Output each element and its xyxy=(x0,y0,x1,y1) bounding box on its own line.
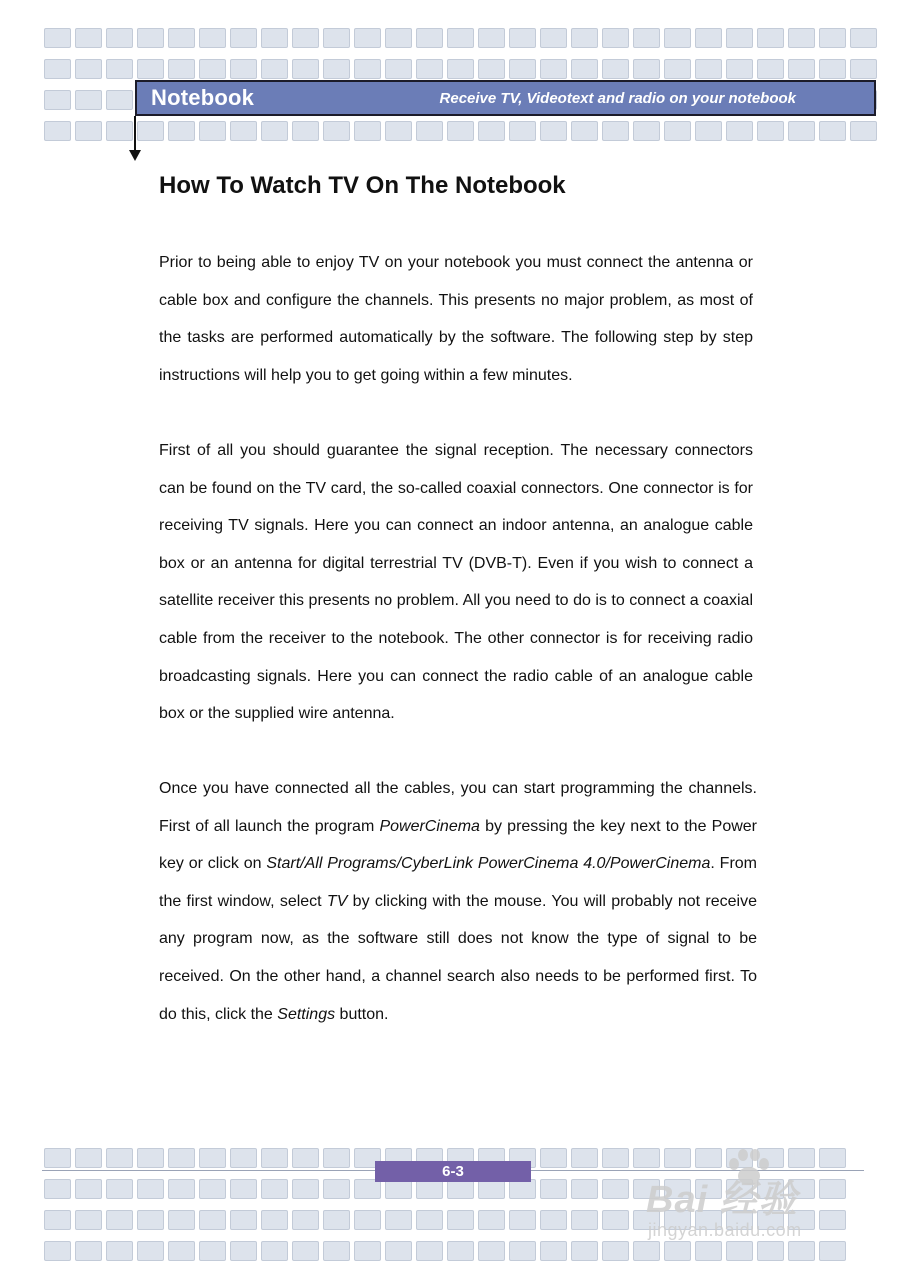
tile xyxy=(447,28,474,48)
tile xyxy=(416,1210,443,1230)
tile xyxy=(540,28,567,48)
tile xyxy=(75,28,102,48)
tile xyxy=(292,1179,319,1199)
tile xyxy=(261,28,288,48)
tile xyxy=(323,1210,350,1230)
tile xyxy=(292,59,319,79)
watermark-brand: Bai 经验 xyxy=(646,1179,798,1221)
tile xyxy=(757,28,784,48)
tile xyxy=(106,59,133,79)
tile xyxy=(633,28,660,48)
tile xyxy=(230,1179,257,1199)
tile xyxy=(664,59,691,79)
tile xyxy=(137,121,164,141)
tv-option: TV xyxy=(326,892,348,910)
header-bar xyxy=(135,80,876,116)
tile xyxy=(416,1179,443,1199)
tile xyxy=(788,121,815,141)
tile xyxy=(44,1179,71,1199)
tile xyxy=(850,59,877,79)
tile xyxy=(199,1148,226,1168)
text-segment: Once you have connected all the cables, you can start programming the channels. First of all launch the program xyxy=(159,780,757,835)
tile xyxy=(199,1179,226,1199)
tile xyxy=(509,1210,536,1230)
tile xyxy=(633,59,660,79)
tile xyxy=(788,28,815,48)
tile xyxy=(230,28,257,48)
tile xyxy=(44,90,71,110)
tile xyxy=(168,59,195,79)
tile xyxy=(199,28,226,48)
tile xyxy=(292,1210,319,1230)
tile xyxy=(726,59,753,79)
tile xyxy=(323,1241,350,1261)
tile xyxy=(292,1241,319,1261)
tile xyxy=(447,1241,474,1261)
tile xyxy=(478,1210,505,1230)
tile xyxy=(385,121,412,141)
tile xyxy=(509,121,536,141)
tile xyxy=(106,1241,133,1261)
tile xyxy=(664,28,691,48)
tile xyxy=(292,28,319,48)
tile xyxy=(509,28,536,48)
tile xyxy=(819,59,846,79)
page-title: How To Watch TV On The Notebook xyxy=(159,172,566,199)
tile xyxy=(509,1179,536,1199)
tile xyxy=(385,28,412,48)
tile xyxy=(44,59,71,79)
tile xyxy=(602,28,629,48)
tile xyxy=(323,59,350,79)
tile xyxy=(757,121,784,141)
tile xyxy=(602,1179,629,1199)
tile xyxy=(106,1210,133,1230)
tile xyxy=(602,1148,629,1168)
tile xyxy=(478,59,505,79)
tile xyxy=(478,1241,505,1261)
tile xyxy=(230,1148,257,1168)
tile xyxy=(75,1179,102,1199)
tile xyxy=(106,1179,133,1199)
tile xyxy=(571,1241,598,1261)
tile xyxy=(354,1241,381,1261)
header-chapter-title: Receive TV, Videotext and radio on your notebook xyxy=(439,89,796,107)
tile xyxy=(137,1210,164,1230)
tile xyxy=(199,1241,226,1261)
paragraph-intro: Prior to being able to enjoy TV on your notebook you must connect the antenna or cable box and configure the channels. This presents no major problem, as most of the tasks are performed automatically by the software. The following step by step instructions will help you to get going within a few minutes. xyxy=(159,254,753,384)
tile xyxy=(447,1179,474,1199)
tile xyxy=(75,121,102,141)
tile xyxy=(571,121,598,141)
tile xyxy=(261,59,288,79)
tile xyxy=(354,1210,381,1230)
tile xyxy=(571,59,598,79)
tile xyxy=(106,28,133,48)
tile xyxy=(416,1241,443,1261)
menu-path: Start/All Programs/CyberLink PowerCinema 4.0/PowerCinema xyxy=(266,855,711,873)
tile xyxy=(819,121,846,141)
paragraph-programming-channels xyxy=(159,770,757,1033)
tile xyxy=(788,59,815,79)
tile xyxy=(106,121,133,141)
tile xyxy=(230,1210,257,1230)
tile xyxy=(75,59,102,79)
tile xyxy=(354,1179,381,1199)
tile xyxy=(199,59,226,79)
tile xyxy=(416,121,443,141)
tile xyxy=(664,121,691,141)
text-segment: button. xyxy=(335,1005,389,1023)
tile xyxy=(571,1210,598,1230)
tile xyxy=(416,59,443,79)
watermark-url: jingyan.baidu.com xyxy=(648,1220,802,1240)
text-segment: by clicking with the mouse. You will probably not receive any program now, as the software still does not know the type of signal to be received. On the other hand, a channel search also needs to be performed first. To do this, click the xyxy=(159,892,757,1023)
tile xyxy=(168,28,195,48)
text-segment: . From the first window, select xyxy=(159,855,757,910)
tile xyxy=(292,121,319,141)
tile xyxy=(602,1210,629,1230)
tile xyxy=(199,121,226,141)
tile xyxy=(726,121,753,141)
tile xyxy=(75,1148,102,1168)
tile xyxy=(137,59,164,79)
tile xyxy=(261,1241,288,1261)
header-notebook-label: Notebook xyxy=(151,85,255,110)
tile xyxy=(323,1179,350,1199)
tile xyxy=(385,1210,412,1230)
tile xyxy=(695,121,722,141)
tile xyxy=(695,28,722,48)
tile xyxy=(137,28,164,48)
tile xyxy=(757,59,784,79)
tile xyxy=(602,1241,629,1261)
tile xyxy=(354,59,381,79)
paragraph-signal-reception: First of all you should guarantee the signal reception. The necessary connectors can be found on the TV card, the so-called coaxial connectors. One connector is for receiving TV signals. Here you can connect an indoor antenna, an analogue cable box or an antenna for digital terrestrial TV (DVB-T). Even if you wish to connect a satellite receiver this presents no problem. All you need to do is to connect a coaxial cable from the receiver to the notebook. The other connector is for receiving radio broadcasting signals. Here you can connect the radio cable of an analogue cable box or the supplied wire antenna. xyxy=(159,442,753,723)
tile xyxy=(571,1179,598,1199)
tile xyxy=(416,28,443,48)
tile xyxy=(168,121,195,141)
tile xyxy=(385,1179,412,1199)
tile xyxy=(571,28,598,48)
tile xyxy=(540,1148,567,1168)
tile xyxy=(385,1241,412,1261)
tile xyxy=(168,1148,195,1168)
tile xyxy=(354,28,381,48)
program-name: PowerCinema xyxy=(379,817,480,835)
settings-button-name: Settings xyxy=(277,1005,336,1023)
tile xyxy=(44,1241,71,1261)
tile xyxy=(230,121,257,141)
tile xyxy=(261,1210,288,1230)
tile xyxy=(385,59,412,79)
tile xyxy=(292,1148,319,1168)
tile xyxy=(726,28,753,48)
arrow-down-icon xyxy=(129,150,141,161)
text-segment: by pressing the key next to the Power key or click on xyxy=(159,817,757,873)
tile xyxy=(447,121,474,141)
tile xyxy=(695,59,722,79)
tile xyxy=(168,1241,195,1261)
tile xyxy=(44,1148,71,1168)
tile xyxy=(571,1148,598,1168)
tile xyxy=(540,59,567,79)
tile xyxy=(447,1210,474,1230)
tile xyxy=(540,1179,567,1199)
tile xyxy=(168,1179,195,1199)
tile xyxy=(850,28,877,48)
tile xyxy=(75,1210,102,1230)
page-number: 6-3 xyxy=(375,1161,531,1182)
tile xyxy=(602,121,629,141)
tile xyxy=(137,1179,164,1199)
tile xyxy=(447,59,474,79)
tile xyxy=(478,1179,505,1199)
tile xyxy=(137,1148,164,1168)
tile xyxy=(540,121,567,141)
tile xyxy=(478,121,505,141)
tile xyxy=(106,90,133,110)
tile xyxy=(261,1148,288,1168)
tile xyxy=(633,121,660,141)
tile xyxy=(44,28,71,48)
tile xyxy=(354,121,381,141)
tile xyxy=(168,1210,195,1230)
tile xyxy=(540,1210,567,1230)
tile xyxy=(261,1179,288,1199)
tile xyxy=(106,1148,133,1168)
tile xyxy=(323,121,350,141)
baidu-watermark xyxy=(646,1148,860,1248)
tile xyxy=(137,1241,164,1261)
tile xyxy=(850,121,877,141)
tile xyxy=(509,1241,536,1261)
tile xyxy=(230,59,257,79)
tile xyxy=(199,1210,226,1230)
tile xyxy=(323,1148,350,1168)
header-connector-line xyxy=(134,116,136,152)
tile xyxy=(602,59,629,79)
tile xyxy=(75,1241,102,1261)
tile xyxy=(509,59,536,79)
tile xyxy=(44,1210,71,1230)
tile xyxy=(819,28,846,48)
tile xyxy=(478,28,505,48)
tile xyxy=(261,121,288,141)
tile xyxy=(230,1241,257,1261)
tile xyxy=(323,28,350,48)
tile xyxy=(75,90,102,110)
tile xyxy=(540,1241,567,1261)
tile xyxy=(44,121,71,141)
